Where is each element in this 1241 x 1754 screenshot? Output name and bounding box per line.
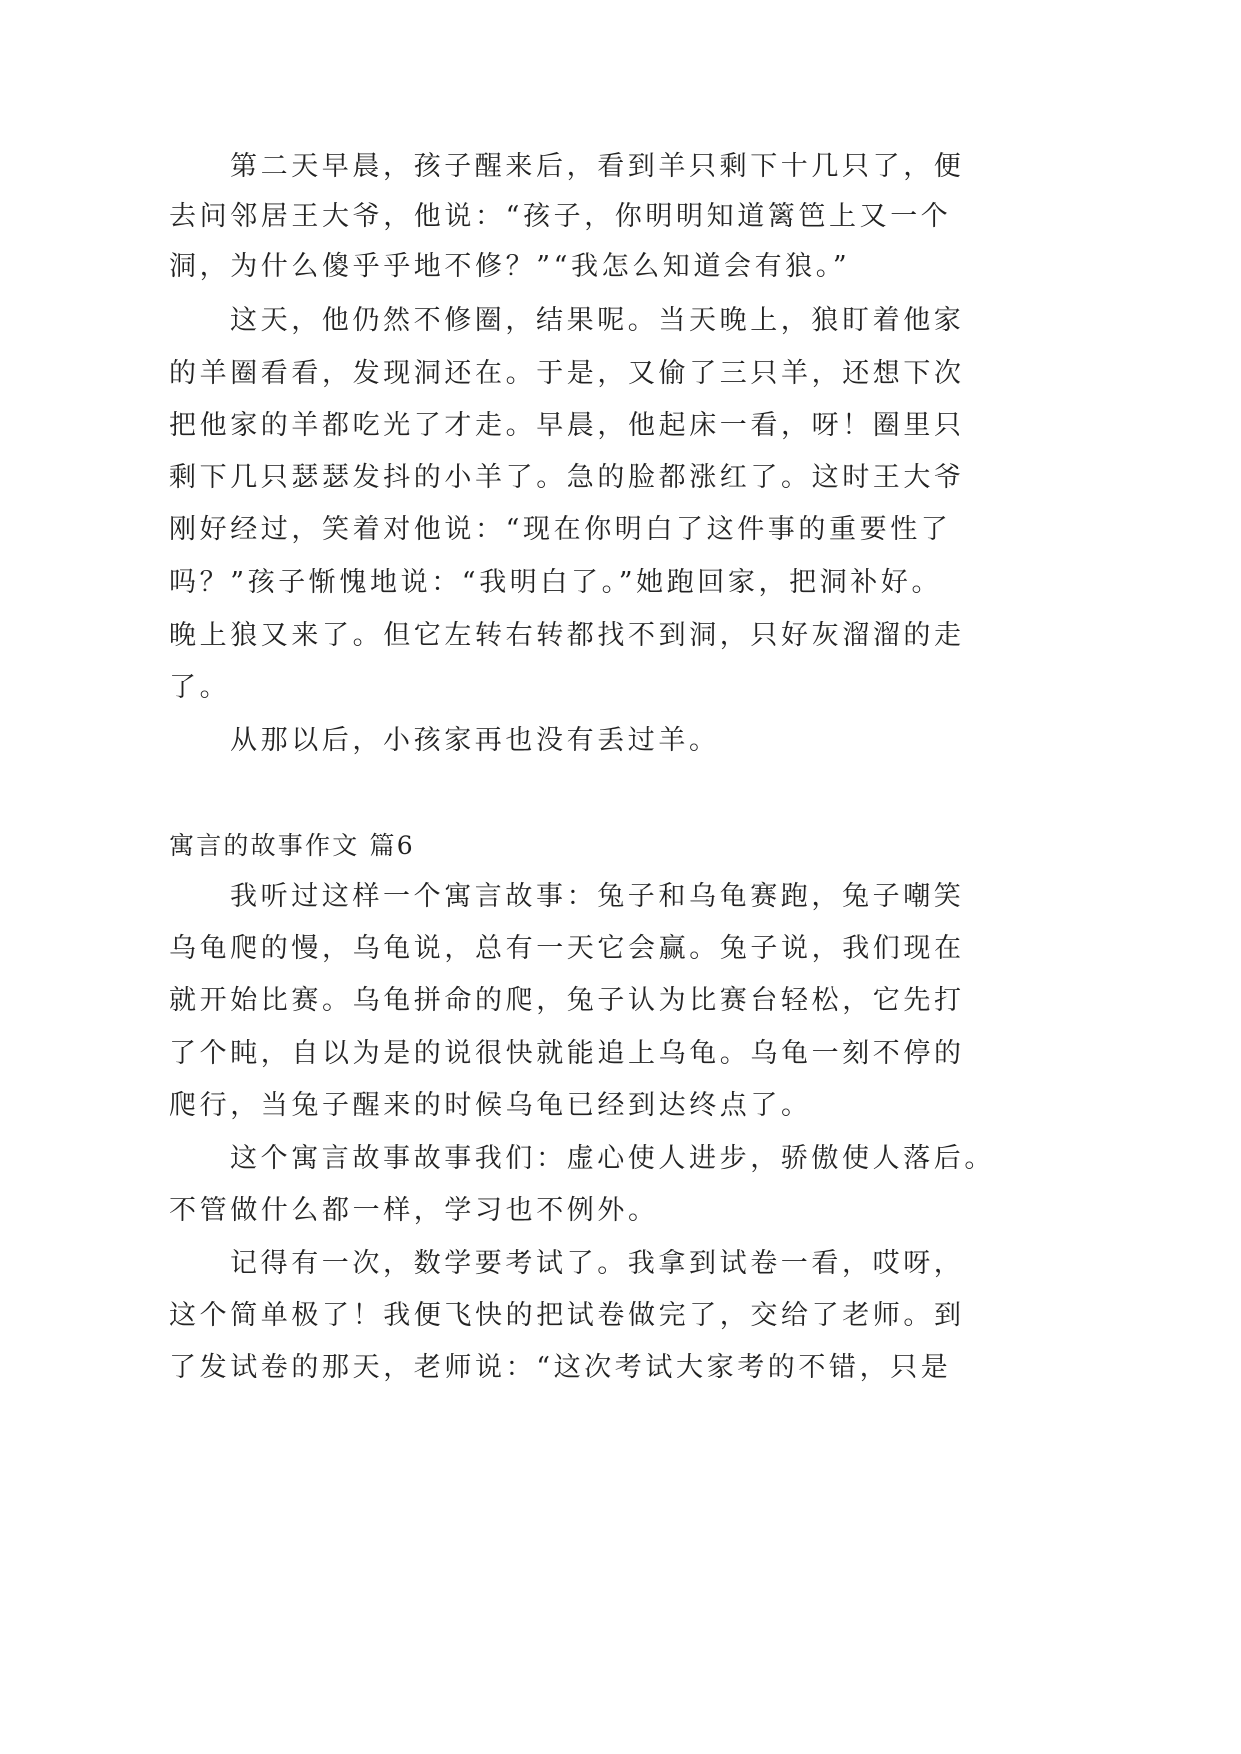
paragraph-line: 把他家的羊都吃光了才走。早晨，他起床一看，呀！圈里只 [169, 410, 965, 441]
paragraph-line: 晚上狼又来了。但它左转右转都找不到洞，只好灰溜溜的走 [169, 620, 965, 651]
paragraph-line: 刚好经过，笑着对他说：“现在你明白了这件事的重要性了 [169, 514, 952, 545]
paragraph-line: 爬行，当兔子醒来的时候乌龟已经到达终点了。 [169, 1090, 812, 1121]
paragraph-line: 了个盹，自以为是的说很快就能追上乌龟。乌龟一刻不停的 [169, 1038, 965, 1069]
paragraph-line: 的羊圈看看，发现洞还在。于是，又偷了三只羊，还想下次 [169, 358, 965, 389]
paragraph-line: 去问邻居王大爷，他说：“孩子，你明明知道篱笆上又一个 [169, 201, 952, 232]
section-heading: 寓言的故事作文 篇6 [169, 831, 415, 860]
paragraph-line: 第二天早晨，孩子醒来后，看到羊只剩下十几只了，便 [230, 151, 965, 182]
paragraph-line: 记得有一次，数学要考试了。我拿到试卷一看，哎呀， [230, 1248, 965, 1279]
paragraph-line: 这天，他仍然不修圈，结果呢。当天晚上，狼盯着他家 [230, 305, 965, 336]
paragraph-line: 吗？”孩子惭愧地说：“我明白了。”她跑回家，把洞补好。 [169, 567, 943, 598]
paragraph-line: 就开始比赛。乌龟拼命的爬，兔子认为比赛台轻松，它先打 [169, 985, 965, 1016]
paragraph-line: 从那以后，小孩家再也没有丢过羊。 [230, 725, 720, 756]
paragraph-line: 了。 [169, 672, 231, 703]
paragraph-line: 这个寓言故事故事我们：虚心使人进步，骄傲使人落后。 [230, 1143, 995, 1174]
paragraph-line: 不管做什么都一样，学习也不例外。 [169, 1195, 659, 1226]
paragraph-line: 乌龟爬的慢，乌龟说，总有一天它会赢。兔子说，我们现在 [169, 933, 965, 964]
paragraph-line: 洞，为什么傻乎乎地不修？”“我怎么知道会有狼。” [169, 251, 851, 282]
paragraph-line: 我听过这样一个寓言故事：兔子和乌龟赛跑，兔子嘲笑 [230, 881, 965, 912]
paragraph-line: 剩下几只瑟瑟发抖的小羊了。急的脸都涨红了。这时王大爷 [169, 462, 965, 493]
paragraph-line: 这个简单极了！我便飞快的把试卷做完了，交给了老师。到 [169, 1300, 965, 1331]
paragraph-line: 了发试卷的那天，老师说：“这次考试大家考的不错，只是 [169, 1352, 952, 1383]
